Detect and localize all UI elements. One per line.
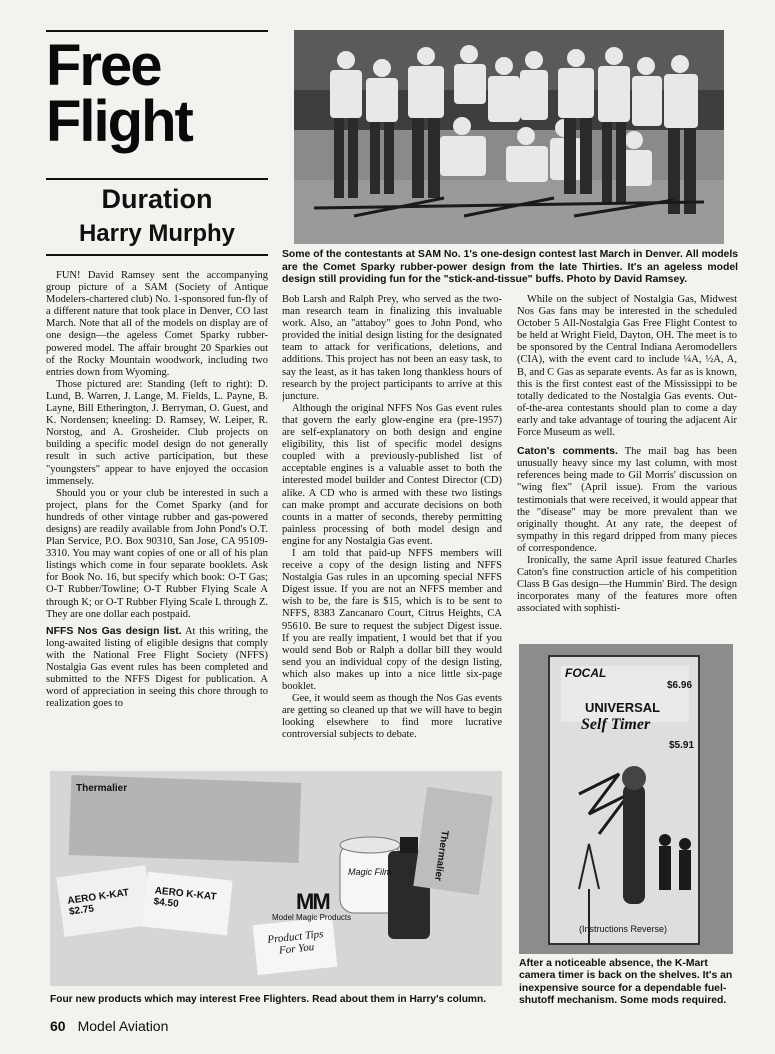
col3-paragraph-2 — [517, 445, 737, 555]
model-magic-logo: MM — [296, 889, 329, 914]
col1-paragraph-1: FUN! David Ramsey sent the accompanying group picture of a SAM (Society of Antique Modelers-chartered club) No. 1-sponsored fun-fly of a different nature that took place in Denver, CO last March. Note that all of the models on display are of one design—the ageless Comet Sparky rubber-powered model. The affair brought 20 Sparkies out of the Rocky Mountain woodwork, including two entries down from Wyoming. — [46, 270, 268, 378]
col2-paragraph-4: Gee, it would seem as though the Nos Gas events are getting so cleaned up that we will have to begin looking elsewhere to find more lucrative controversial subjects to debate. — [282, 693, 502, 741]
group-photo-caption: Some of the contestants at SAM No. 1's one-design contest last March in Denver. All models are the Comet Sparky rubber-power design from the late Thirties. It's an ageless model design still providing fun for the "stick-and-tissue" buffs. Photo by David Ramsey. — [282, 249, 738, 285]
col1-paragraph-2: Those pictured are: Standing (left to right): D. Lund, B. Warren, J. Lange, M. Fields, L. Payne, B. Layne, Bill Etherington, J. Berryman, O. Guest, and K. Nordensen; kneeling: D. Ramsey, W. Leiper, R. Norstog, and A. Grosheider. Club projects on building a specific model design do not generally result in such active participation, but these "youngsters" appear to have enjoyed the occasion immensely. — [46, 378, 268, 487]
price-tag-1: $6.96 — [667, 680, 693, 691]
section-name: Duration — [101, 184, 213, 214]
col2-paragraph-3: I am told that paid-up NFFS members will receive a copy of the design listing and NFFS Nostalgia Gas rules in an upcoming special NFFS Digest issue. If you are not an NFFS member and wish to be, the fare is $15, which is to be sent to NFFS, 8383 Zancanaro Court, Citrus Heights, CA 95610. Be sure to request the subject Digest issue. If you are really impatient, I would bet that if you would send Bob or Ralph a dollar bill they would send you an individual copy of the design listing, which also makes up into a nice little six-page booklet. — [282, 547, 502, 692]
focal-brand: FOCAL — [565, 666, 607, 680]
text-column-2 — [282, 294, 502, 762]
group-photo — [294, 30, 724, 244]
products-photo — [50, 771, 502, 986]
timer-photo-illustration — [519, 644, 733, 954]
thermalier-side-label: Thermalier — [431, 829, 450, 882]
magazine-name: Model Aviation — [77, 1018, 169, 1034]
universal-label: UNIVERSAL — [585, 700, 661, 715]
header-top-rule — [46, 30, 268, 32]
group-photo-illustration — [294, 30, 724, 244]
title-line-flight: Flight — [46, 89, 192, 154]
col1-paragraph-3: Should you or your club be interested in such a project, plans for the Comet Sparky (and for hundreds of other vintage rubber and gas-powered designs) are readily available from John Pond's O.T. Plan Service, P.O. Box 90310, San Jose, CA 95109-3310. You may want copies of one or all of his plan listings which come in four separate booklets. Ask for Book No. 16, but specify which book: O-T Gas; O-T Rubber/Towline; O-T Rubber Flying Scale A through K; or O-T Rubber Flying Scale L through Z. They are one dollar each postpaid. — [46, 487, 268, 620]
header-bottom-rule — [46, 254, 268, 256]
products-photo-caption: Four new products which may interest Free Flighters. Read about them in Harry's column. — [50, 994, 487, 1005]
thermalier-label: Thermalier — [76, 783, 128, 794]
col2-paragraph-1: Bob Larsh and Ralph Prey, who served as the two-man research team in finalizing this invaluable work. Also, an "attaboy" goes to John Pond, who provided the initial design listing for the designated team to attack for verifications, deletions, and additions. This project has not been an easy task, to say the least, as it has taken long thankless hours of research by the project participants to arrive at this juncture. — [282, 294, 502, 402]
header-mid-rule — [46, 178, 268, 180]
col3-paragraph-3: Ironically, the same April issue featured Charles Caton's fine construction article of his competition Class B Gas design—the Hummin' Bird. The design incorporates many of the features more often associated with sophisti- — [517, 554, 737, 615]
timer-photo-caption: After a noticeable absence, the K-Mart camera timer is back on the shelves. It's an inexpensive source for a dependable fuel-shutoff mechanism. Some mods required. — [519, 958, 733, 1007]
price-tag-2: $5.91 — [669, 740, 695, 751]
text-column-3 — [517, 294, 737, 639]
timer-photo — [519, 644, 733, 954]
model-magic-name: Model Magic Products — [272, 913, 352, 922]
col2-paragraph-2: Although the original NFFS Nos Gas event rules that govern the early glow-engine era (pre-1957) are self-explanatory on both design and engine eligibility, this list of specific model designs coupled with a previously-published list of acceptable engines is a valuable asset to both the interested model builder and Contest Director (CD) alike. A CD who is armed with these two listings can make prompt and accurate decisions on both counts in a matter of seconds, thereby permitting painless processing of both model design and engine for any Nostalgia Gas event. — [282, 402, 502, 547]
page-number: 60 — [50, 1018, 66, 1034]
instructions-note: (Instructions Reverse) — [579, 924, 668, 934]
page-footer — [50, 1018, 168, 1034]
self-timer-label: Self Timer — [581, 716, 651, 733]
magic-film-label: Magic Film — [348, 867, 392, 877]
column-title — [46, 33, 268, 154]
kit-label-1: AERO K-KAT $2.75 — [66, 887, 130, 918]
col3-paragraph-1: While on the subject of Nostalgia Gas, Midwest Nos Gas fans may be interested in the scheduled October 5 All-Nostalgia Gas Free Flight Contest to be held at Wright Field, Dayton, OH. The meet is to be sponsored by the Central Indiana Aeromodellers (CIA), with the event card to include ¼A, ½A, A, B, and C Gas as separate events. As far as is known, this is the first contest east of the Mississippi to be totally dedicated to the Nostalgia Gas events. Out-of-the-area contestants should plan to come a day early and take advantage of touring the adjacent Air Force Museum as well. — [517, 294, 737, 439]
text-column-1 — [46, 270, 268, 762]
author-name: Harry Murphy — [78, 220, 236, 247]
title-line-free: Free — [46, 33, 161, 98]
col1-paragraph-4-body: At this writing, the long-awaited listing of eligible designs that comply with the National Free Flight Society (NFFS) Nostalgia Gas event rules has been completed and submitted to the NFFS Digest for publication. A word of appreciation in seeing this chore through to realization goes to — [46, 625, 268, 710]
catons-subhead: Caton's comments. — [517, 445, 618, 458]
nffs-subhead: NFFS Nos Gas design list. — [46, 624, 182, 637]
kit-label-2: AERO K-KAT $4.50 — [153, 885, 218, 910]
col1-paragraph-4 — [46, 625, 268, 711]
col3-paragraph-2-body: The mail bag has been unusually heavy since my last column, with most references being made to Gil Morris' discussion on "wing flex" (April issue). From the various testimonials that were received, it would appear that the "disease" may be more prevalent than we originally thought. At any rate, the deepest of sympathy in this regard dripped from many pieces of correspondence. — [517, 446, 737, 554]
product-tips-leaflet: Product Tips For You — [266, 928, 324, 957]
